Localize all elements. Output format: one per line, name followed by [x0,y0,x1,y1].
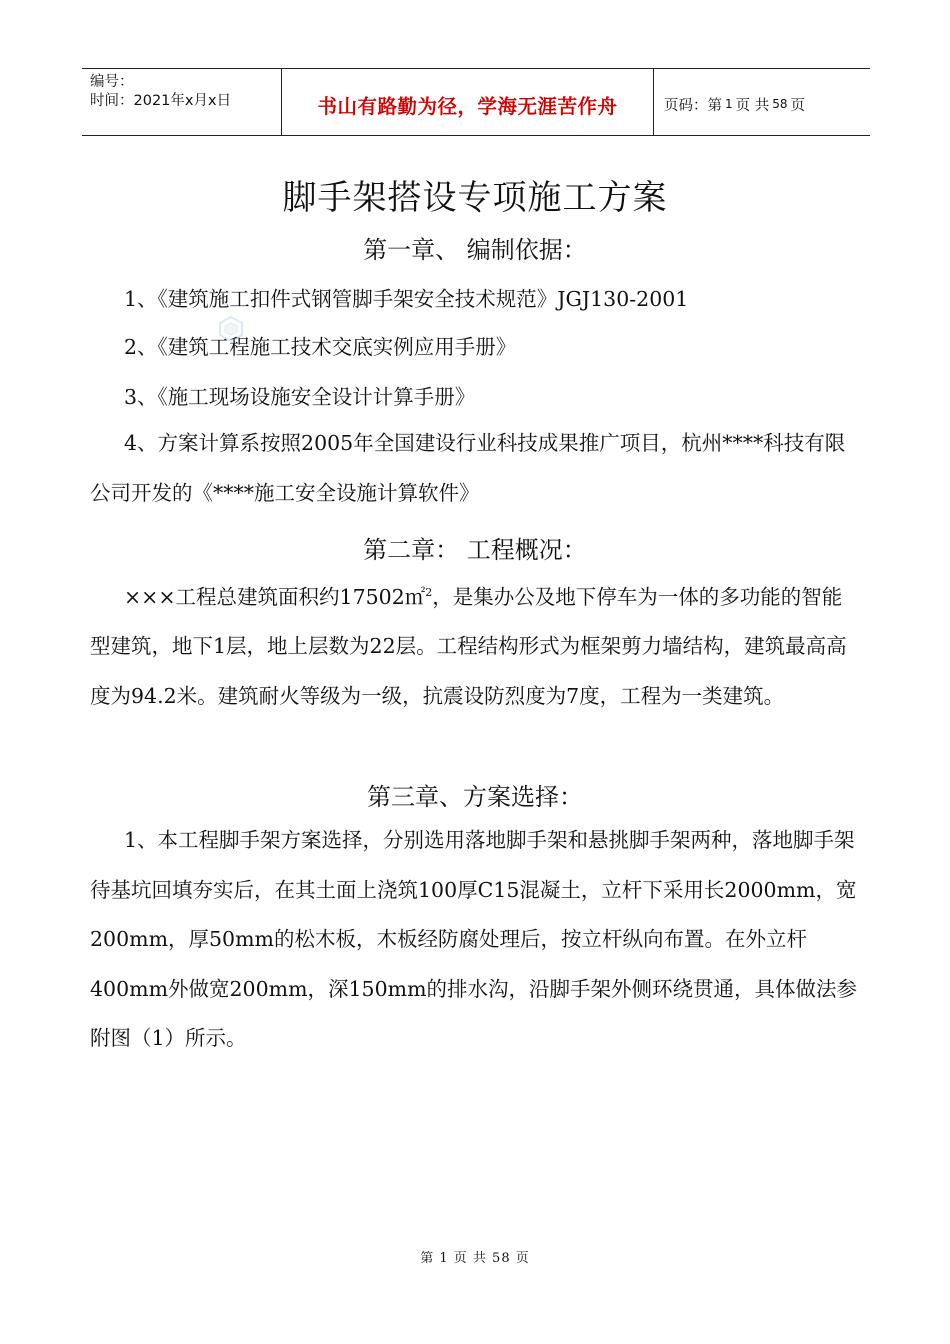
page-number: 1 [725,97,733,111]
page-prefix: 页码：第 [664,97,722,114]
area-superscript: 2 [425,586,433,599]
reference-item-1: 1、《建筑施工扣件式钢管脚手架安全技术规范》JGJ130-2001 [124,287,689,311]
serial-label: 编号： [90,74,134,90]
reference-item-2: 2、《建筑工程施工技术交底实例应用手册》 [124,335,517,359]
scheme-selection-paragraph: 1、本工程脚手架方案选择，分别选用落地脚手架和悬挑脚手架两种，落地脚手架待基坑回填夯实后，在其土面上浇筑100厚C15混凝土，立杆下采用长2000mm，宽200mm，厚50mm的松木板，木板经防腐处理后，按立杆纵向布置。在外立杆400mm外做宽200mm，深150mm的排水沟，沿脚手架外侧环绕贯通，具体做法参附图（1）所示。 [90,828,858,1050]
page-footer: 第 1 页 共 58 页 [420,1251,530,1266]
reference-item-4: 4、方案计算系按照2005年全国建设行业科技成果推广项目，杭州****科技有限公司开发的《****施工安全设施计算软件》 [90,431,846,505]
page-suffix: 页 [790,97,806,114]
page-mid: 页 共 [735,97,770,114]
watermark-icon [218,316,244,342]
document-header [82,68,870,136]
header-page-info [654,69,870,135]
chapter1-heading: 第一章、 编制依据： [363,236,587,264]
page-total: 58 [772,97,788,111]
chapter2-heading: 第二章： 工程概况： [363,536,587,564]
project-overview-paragraph [90,568,860,721]
overview-part-a: ×××工程总建筑面积约17502㎡ [124,584,426,609]
document-title: 脚手架搭设专项施工方案 [282,178,668,218]
date-label: 时间：2021年x月x日 [90,93,232,109]
header-meta [82,69,282,135]
header-motto: 书山有路勤为径，学海无涯苦作舟 [282,69,654,135]
overview-part-b: ，是集办公及地下停车为一体的多功能的智能型建筑，地下1层，地上层数为22层。工程结构形式为框架剪力墙结构，建筑最高高度为94.2米。建筑耐火等级为一级，抗震设防烈度为7度，工程为一类建筑。 [90,584,847,708]
reference-item-3: 3、《施工现场设施安全设计计算手册》 [124,385,476,409]
chapter3-heading: 第三章、方案选择： [367,783,583,811]
